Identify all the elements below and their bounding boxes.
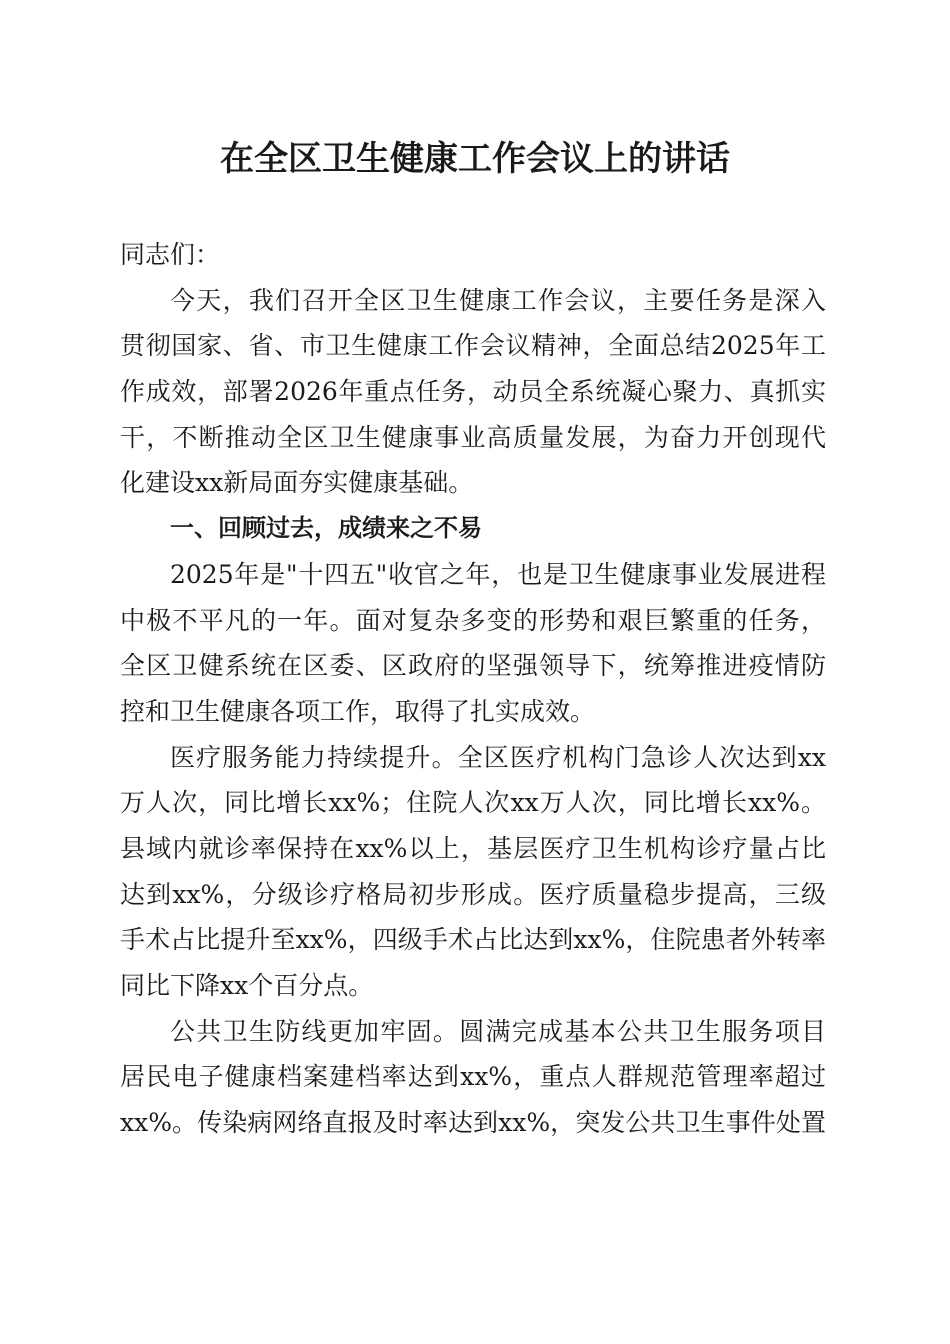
paragraph-line: 控和卫生健康各项工作，取得了扎实成效。 (120, 696, 596, 726)
paragraph-line: 2025年是"十四五"收官之年，也是卫生健康事业发展进程 (170, 559, 826, 589)
salutation: 同志们： (120, 240, 221, 269)
document-title: 在全区卫生健康工作会议上的讲话 (220, 139, 730, 179)
paragraph-line: 同比下降xx个百分点。 (120, 971, 374, 1000)
paragraph-line: 全区卫健系统在区委、区政府的坚强领导下，统筹推进疫情防 (120, 651, 826, 681)
paragraph-line: 干，不断推动全区卫生健康事业高质量发展，为奋力开创现代 (120, 422, 826, 452)
paragraph-line: 作成效，部署2026年重点任务，动员全系统凝心聚力、真抓实 (120, 377, 826, 407)
paragraph-line: 今天，我们召开全区卫生健康工作会议，主要任务是深入 (170, 285, 826, 315)
section-heading: 一、回顾过去，成绩来之不易 (170, 514, 482, 543)
paragraph-line: 手术占比提升至xx%，四级手术占比达到xx%，住院患者外转率 (120, 925, 826, 955)
paragraph-line: 居民电子健康档案建档率达到xx%，重点人群规范管理率超过 (120, 1062, 826, 1092)
paragraph-line: 贯彻国家、省、市卫生健康工作会议精神，全面总结2025年工 (120, 331, 826, 361)
paragraph-line: xx%。传染病网络直报及时率达到xx%，突发公共卫生事件处置 (120, 1108, 826, 1138)
paragraph-line: 万人次，同比增长xx%；住院人次xx万人次，同比增长xx%。 (120, 788, 826, 818)
paragraph-line: 化建设xx新局面夯实健康基础。 (120, 468, 474, 498)
paragraph-line: 达到xx%，分级诊疗格局初步形成。医疗质量稳步提高，三级 (120, 879, 826, 909)
paragraph-line: 县域内就诊率保持在xx%以上，基层医疗卫生机构诊疗量占比 (120, 833, 826, 863)
paragraph-line: 公共卫生防线更加牢固。圆满完成基本公共卫生服务项目 (170, 1016, 826, 1046)
paragraph-line: 医疗服务能力持续提升。全区医疗机构门急诊人次达到xx (170, 742, 826, 772)
paragraph-line: 中极不平凡的一年。面对复杂多变的形势和艰巨繁重的任务， (120, 605, 826, 635)
document-body (120, 232, 826, 1146)
